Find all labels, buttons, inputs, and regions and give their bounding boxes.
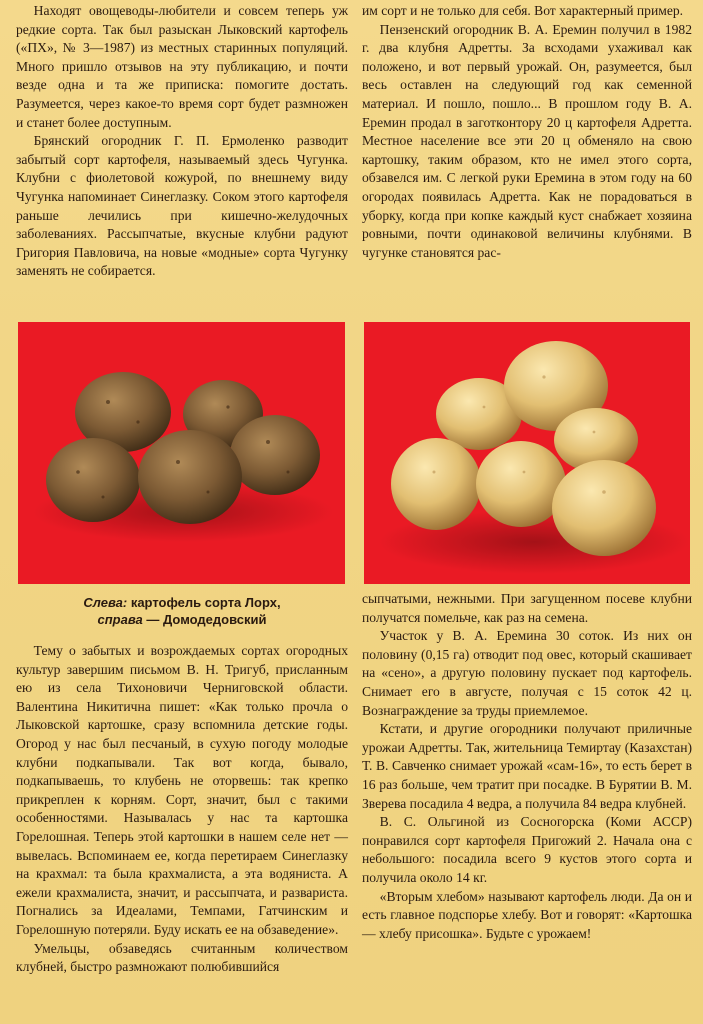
photo-domodedovsky-potatoes — [364, 322, 690, 584]
paragraph: Умельцы, обзаведясь считанным количеством клубней, быстро размножают полюбившийся — [16, 940, 348, 975]
text-column-bottom-left — [16, 642, 348, 977]
caption-right-text: — Домодедовский — [142, 612, 267, 627]
caption-right-label: справа — [97, 612, 143, 627]
paragraph: Находят овощеводы-любители и совсем теперь уж редкие сорта. Так был разыскан Лыковский картофель («ПХ», № 3—1987) из местных старинных популяций. Много пришло отзывов на эту публикацию, и почти везде одна и та же приписка: помогите достать. Разумеется, через какое-то время сорт будет размножен и станет более доступным. — [16, 3, 348, 130]
paragraph: Пензенский огородник В. А. Еремин получил в 1982 г. два клубня Адретты. За всходами ухаживал как положено, и вот первый урожай. Он, разумеется, был весь оставлен на следующий год как семенной материал. И пошло, пошло... В прошлом году В. А. Еремин продал в заготконтору 20 ц картофеля Адретта. Местное население все эти 20 ц обменяло на свою картошку, таким образом, кто не имел этого сорта, обзавелся им. С легкой руки Еремина в этом году на 60 огородах появилась Адретта. Как не порадоваться в уборку, когда при копке каждый куст снабжает хозяина ровными, почти одинаковой величины клубнями. В чугунке становятся рас- — [362, 21, 692, 260]
potato — [46, 438, 140, 522]
paragraph: Участок у В. А. Еремина 30 соток. Из них он половину (0,15 га) отводит под овес, который скашивает на «сено», а другую половину пускает под картофель. Снимает его в августе, получая с 15 соток 42 ц. Вознаграждение за труды приемлемое. — [362, 628, 692, 718]
paragraph: «Вторым хлебом» называют картофель люди. Да он и есть главное подспорье хлебу. Вот и говорят: «Картошка — хлебу присошка». Будьте с урожаем! — [362, 888, 692, 941]
paragraph: Кстати, и другие огородники получают приличные урожаи Адретты. Так, жительница Темиртау (Казахстан) Т. В. Савченко снимает урожай «сам-16», то есть берет в 16 раз больше, чем тратит при посадке. В Бурятии В. М. Зверева посадила 4 ведра, а получила 84 ведра клубней. — [362, 721, 692, 811]
photo-caption — [16, 594, 348, 628]
potato-photo-left — [18, 322, 345, 584]
paragraph: Брянский огородник Г. П. Ермоленко разводит забытый сорт картофеля, называемый здесь Чугунка. Клубни с фиолетовой кожурой, по внешнему виду Чугунка напоминает Синеглазку. Соком этого картофеля раньше лечились при кишечно-желудочных заболеваниях. Рассыпчатые, вкусные клубни радуют Григория Павловича, на новые «модные» сорта Чугунку заменять не собирается. — [16, 133, 348, 279]
potato — [391, 438, 481, 530]
text-column-top-left — [16, 2, 348, 281]
caption-left-label: Слева: — [83, 595, 128, 610]
paragraph: Тему о забытых и возрождаемых сортах огородных культур завершим письмом В. Н. Тригуб, присланным ею из села Тихоновичи Черниговской области. Валентина Никитична пишет: «Как только прочла о Лыковской картошке, сразу вспомнила детские годы. Огород у нас был песчаный, в сухую погоду молодые клубни подкапывали. Так вот когда, бывало, подкапываешь, то клубень не оторвешь: так крепко прикреплен к корням. Сорт, значит, был с такими особенностями. Называлась у нас та картошка Горелошная. Теперь этой картошки в нашем селе нет — вывелась. Вспоминаем ее, когда перетираем Синеглазку на крахмал: та была крахмалиста, а эта водяниста. А ежели крахмалиста, значит, и рассыпчата, и развариста. Погнались за Идеалами, Темпами, Гатчинским и Горелошную потеряли. Буду искать ее на обзаведение». — [16, 643, 348, 937]
caption-left-text: картофель сорта Лорх, — [127, 595, 281, 610]
potato-photo-right — [364, 322, 690, 584]
text-column-bottom-right — [362, 590, 692, 943]
potato — [552, 460, 656, 556]
paragraph: им сорт и не только для себя. Вот характерный пример. — [362, 3, 684, 18]
caption-line-left — [16, 594, 348, 611]
potato — [138, 430, 242, 524]
paragraph: В. С. Ольгиной из Сосногорска (Коми АССР) понравился сорт картофеля Пригожий 2. Начала она с небольшого: посадила всего 9 кустов этого сорта и получила около 14 кг. — [362, 814, 692, 885]
text-column-top-right — [362, 2, 692, 262]
potato — [230, 415, 320, 495]
paragraph: сыпчатыми, нежными. При загущенном посеве клубни получатся помельче, как раз на семена. — [362, 591, 692, 625]
photo-lorkh-potatoes — [18, 322, 345, 584]
caption-line-right — [16, 611, 348, 628]
